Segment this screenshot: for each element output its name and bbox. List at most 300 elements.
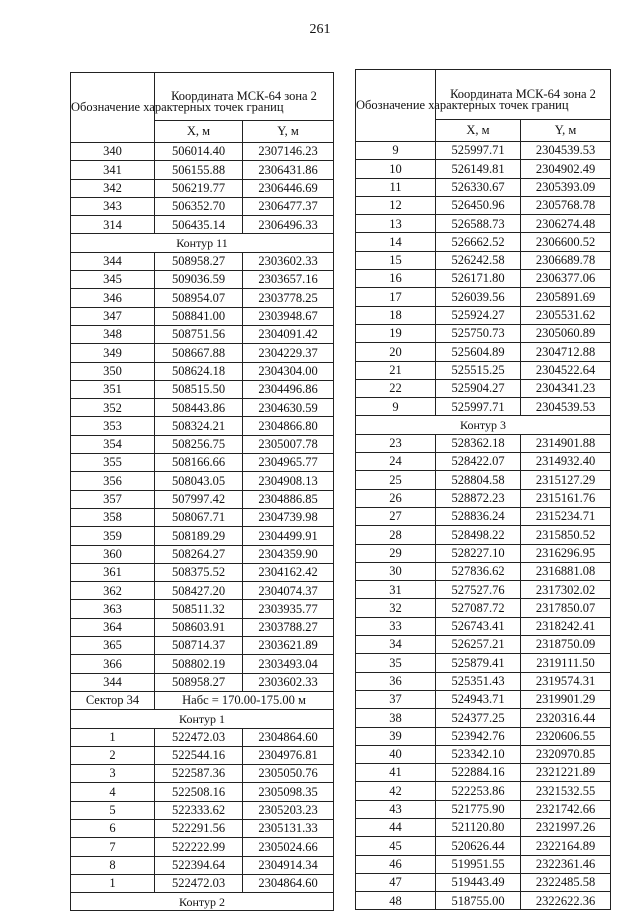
- point-id: 3: [71, 765, 155, 783]
- table-row: [356, 892, 611, 910]
- y-coordinate: 2303935.77: [243, 600, 334, 618]
- x-coordinate: 522253.86: [436, 782, 521, 800]
- table-row: [71, 545, 334, 563]
- point-id: 8: [71, 856, 155, 874]
- y-coordinate: 2305007.78: [243, 435, 334, 453]
- x-coordinate: 508958.27: [155, 252, 243, 270]
- x-coordinate: 519951.55: [436, 855, 521, 873]
- coordinates-table-right: [355, 69, 611, 910]
- x-coordinate: 521120.80: [436, 818, 521, 836]
- contour-header-row: [71, 234, 334, 252]
- point-id: 6: [71, 819, 155, 837]
- point-id: 4: [71, 783, 155, 801]
- x-coordinate: 509036.59: [155, 271, 243, 289]
- x-coordinate: 526149.81: [436, 160, 521, 178]
- table-row: [71, 728, 334, 746]
- y-coordinate: 2318242.41: [521, 617, 611, 635]
- x-coordinate: 520626.44: [436, 837, 521, 855]
- table-row: [71, 399, 334, 417]
- y-coordinate: 2315850.52: [521, 526, 611, 544]
- x-coordinate: 522291.56: [155, 819, 243, 837]
- point-id: 25: [356, 471, 436, 489]
- table-row: [356, 818, 611, 836]
- point-id: 22: [356, 379, 436, 397]
- table-row: [71, 783, 334, 801]
- table-row: [356, 215, 611, 233]
- table-row: [356, 434, 611, 452]
- table-row: [356, 270, 611, 288]
- y-coordinate: 2304539.53: [521, 398, 611, 416]
- x-coordinate: 508427.20: [155, 582, 243, 600]
- table-row: [71, 197, 334, 215]
- point-id: 23: [356, 434, 436, 452]
- y-coordinate: 2304359.90: [243, 545, 334, 563]
- y-coordinate: 2319574.31: [521, 672, 611, 690]
- x-coordinate: 522333.62: [155, 801, 243, 819]
- x-coordinate: 528227.10: [436, 544, 521, 562]
- table-row: [356, 654, 611, 672]
- point-id: 44: [356, 818, 436, 836]
- y-coordinate: 2319111.50: [521, 654, 611, 672]
- y-coordinate: 2320316.44: [521, 709, 611, 727]
- table-row: [71, 673, 334, 691]
- table-row: [356, 562, 611, 580]
- y-coordinate: 2316296.95: [521, 544, 611, 562]
- table-row: [356, 837, 611, 855]
- x-coordinate: 528804.58: [436, 471, 521, 489]
- y-coordinate: 2305531.62: [521, 306, 611, 324]
- point-column-header: Обозначение характерных точек границ: [356, 70, 436, 142]
- y-coordinate: 2306496.33: [243, 216, 334, 234]
- point-id: 29: [356, 544, 436, 562]
- x-coordinate: 508256.75: [155, 435, 243, 453]
- table-row: [356, 398, 611, 416]
- coord-system-header: Координата МСК-64 зона 2: [155, 73, 334, 121]
- y-coordinate: 2306431.86: [243, 161, 334, 179]
- table-row: [71, 600, 334, 618]
- x-coordinate: 506352.70: [155, 197, 243, 215]
- table-row: [356, 288, 611, 306]
- table-row: [356, 636, 611, 654]
- x-coordinate: 508189.29: [155, 527, 243, 545]
- point-id: 346: [71, 289, 155, 307]
- x-coordinate: 506014.40: [155, 143, 243, 161]
- contour-header-row: [71, 893, 334, 911]
- point-id: 42: [356, 782, 436, 800]
- point-id: 40: [356, 745, 436, 763]
- x-coordinate: 528498.22: [436, 526, 521, 544]
- x-coordinate: 525997.71: [436, 398, 521, 416]
- contour-label: Контур 11: [71, 234, 334, 252]
- point-id: 347: [71, 307, 155, 325]
- y-coordinate: 2320606.55: [521, 727, 611, 745]
- table-row: [356, 690, 611, 708]
- y-coordinate: 2304522.64: [521, 361, 611, 379]
- table-row: [71, 252, 334, 270]
- y-coordinate: 2304304.00: [243, 362, 334, 380]
- page-number: 261: [309, 22, 331, 37]
- x-coordinate: 522472.03: [155, 874, 243, 892]
- y-column-header: Y, м: [521, 120, 611, 142]
- table-row: [71, 582, 334, 600]
- point-id: 365: [71, 637, 155, 655]
- point-id: 314: [71, 216, 155, 234]
- y-coordinate: 2304864.60: [243, 874, 334, 892]
- y-coordinate: 2304229.37: [243, 344, 334, 362]
- x-coordinate: 523942.76: [436, 727, 521, 745]
- sector-label: Сектор 34: [71, 691, 155, 709]
- point-id: 341: [71, 161, 155, 179]
- table-row: [71, 801, 334, 819]
- table-row: [356, 617, 611, 635]
- table-row: [356, 727, 611, 745]
- x-coordinate: 508802.19: [155, 655, 243, 673]
- table-row: [71, 161, 334, 179]
- y-coordinate: 2306689.78: [521, 251, 611, 269]
- y-coordinate: 2317850.07: [521, 599, 611, 617]
- y-coordinate: 2304976.81: [243, 746, 334, 764]
- y-coordinate: 2303948.67: [243, 307, 334, 325]
- x-coordinate: 526039.56: [436, 288, 521, 306]
- point-id: 13: [356, 215, 436, 233]
- y-coordinate: 2303493.04: [243, 655, 334, 673]
- point-id: 15: [356, 251, 436, 269]
- table-row: [356, 306, 611, 324]
- table-row: [71, 362, 334, 380]
- point-id: 37: [356, 690, 436, 708]
- point-id: 362: [71, 582, 155, 600]
- y-coordinate: 2303778.25: [243, 289, 334, 307]
- x-coordinate: 508166.66: [155, 454, 243, 472]
- point-id: 7: [71, 838, 155, 856]
- x-coordinate: 508043.05: [155, 472, 243, 490]
- point-id: 356: [71, 472, 155, 490]
- x-coordinate: 521775.90: [436, 800, 521, 818]
- table-row: [71, 307, 334, 325]
- y-coordinate: 2304864.60: [243, 728, 334, 746]
- table-row: [356, 507, 611, 525]
- point-id: 342: [71, 179, 155, 197]
- point-id: 9: [356, 142, 436, 160]
- x-coordinate: 522394.64: [155, 856, 243, 874]
- table-row: [356, 471, 611, 489]
- y-coordinate: 2306477.37: [243, 197, 334, 215]
- x-coordinate: 525604.89: [436, 343, 521, 361]
- point-id: 27: [356, 507, 436, 525]
- y-coordinate: 2305060.89: [521, 324, 611, 342]
- y-coordinate: 2304499.91: [243, 527, 334, 545]
- coordinates-table-body: [71, 143, 334, 911]
- table-row: [356, 196, 611, 214]
- y-coordinate: 2315161.76: [521, 489, 611, 507]
- x-coordinate: 524377.25: [436, 709, 521, 727]
- y-coordinate: 2321221.89: [521, 764, 611, 782]
- coord-system-header: Координата МСК-64 зона 2: [436, 70, 611, 120]
- point-id: 36: [356, 672, 436, 690]
- table-row: [71, 856, 334, 874]
- x-coordinate: 527527.76: [436, 581, 521, 599]
- point-id: 39: [356, 727, 436, 745]
- y-coordinate: 2304712.88: [521, 343, 611, 361]
- y-coordinate: 2307146.23: [243, 143, 334, 161]
- x-coordinate: 508603.91: [155, 618, 243, 636]
- table-row: [71, 765, 334, 783]
- table-row: [356, 178, 611, 196]
- x-coordinate: 508067.71: [155, 508, 243, 526]
- x-coordinate: 526171.80: [436, 270, 521, 288]
- contour-header-row: [356, 416, 611, 434]
- y-coordinate: 2315234.71: [521, 507, 611, 525]
- x-coordinate: 508375.52: [155, 563, 243, 581]
- point-id: 45: [356, 837, 436, 855]
- y-coordinate: 2304866.80: [243, 417, 334, 435]
- table-row: [71, 819, 334, 837]
- x-coordinate: 525351.43: [436, 672, 521, 690]
- point-id: 30: [356, 562, 436, 580]
- table-row: [356, 361, 611, 379]
- y-coordinate: 2314932.40: [521, 453, 611, 471]
- y-coordinate: 2304496.86: [243, 380, 334, 398]
- x-coordinate: 508264.27: [155, 545, 243, 563]
- point-id: 340: [71, 143, 155, 161]
- x-coordinate: 506219.77: [155, 179, 243, 197]
- x-coordinate: 526257.21: [436, 636, 521, 654]
- x-coordinate: 508443.86: [155, 399, 243, 417]
- point-id: 35: [356, 654, 436, 672]
- y-coordinate: 2322485.58: [521, 873, 611, 891]
- table-row: [71, 490, 334, 508]
- y-coordinate: 2303788.27: [243, 618, 334, 636]
- x-coordinate: 526242.58: [436, 251, 521, 269]
- y-coordinate: 2306446.69: [243, 179, 334, 197]
- table-row: [71, 527, 334, 545]
- point-id: 9: [356, 398, 436, 416]
- table-row: [71, 472, 334, 490]
- point-id: 360: [71, 545, 155, 563]
- table-row: [71, 618, 334, 636]
- x-coordinate: 522508.16: [155, 783, 243, 801]
- point-id: 5: [71, 801, 155, 819]
- point-id: 358: [71, 508, 155, 526]
- table-row: [356, 855, 611, 873]
- point-id: 359: [71, 527, 155, 545]
- x-coordinate: 508624.18: [155, 362, 243, 380]
- point-id: 43: [356, 800, 436, 818]
- coordinates-table-body: [356, 142, 611, 910]
- y-coordinate: 2305024.66: [243, 838, 334, 856]
- y-coordinate: 2304074.37: [243, 582, 334, 600]
- point-id: 10: [356, 160, 436, 178]
- point-id: 2: [71, 746, 155, 764]
- table-row: [356, 343, 611, 361]
- y-coordinate: 2305131.33: [243, 819, 334, 837]
- x-coordinate: 508841.00: [155, 307, 243, 325]
- y-coordinate: 2322361.46: [521, 855, 611, 873]
- table-row: [356, 453, 611, 471]
- point-id: 14: [356, 233, 436, 251]
- table-row: [356, 142, 611, 160]
- table-row: [356, 324, 611, 342]
- x-coordinate: 522587.36: [155, 765, 243, 783]
- point-id: 16: [356, 270, 436, 288]
- y-coordinate: 2304914.34: [243, 856, 334, 874]
- point-id: 345: [71, 271, 155, 289]
- table-row: [356, 526, 611, 544]
- table-row: [71, 563, 334, 581]
- point-id: 343: [71, 197, 155, 215]
- point-id: 364: [71, 618, 155, 636]
- x-coordinate: 528362.18: [436, 434, 521, 452]
- point-id: 34: [356, 636, 436, 654]
- point-id: 26: [356, 489, 436, 507]
- y-coordinate: 2306274.48: [521, 215, 611, 233]
- y-coordinate: 2303602.33: [243, 252, 334, 270]
- table-row: [71, 325, 334, 343]
- point-id: 31: [356, 581, 436, 599]
- y-coordinate: 2303657.16: [243, 271, 334, 289]
- table-row: [71, 417, 334, 435]
- point-id: 355: [71, 454, 155, 472]
- point-id: 363: [71, 600, 155, 618]
- table-row: [356, 709, 611, 727]
- point-id: 1: [71, 728, 155, 746]
- y-coordinate: 2304908.13: [243, 472, 334, 490]
- table-row: [71, 746, 334, 764]
- table-row: [356, 764, 611, 782]
- point-id: 28: [356, 526, 436, 544]
- y-coordinate: 2321742.66: [521, 800, 611, 818]
- table-row: [356, 160, 611, 178]
- point-id: 357: [71, 490, 155, 508]
- table-row: [356, 544, 611, 562]
- point-id: 46: [356, 855, 436, 873]
- y-coordinate: 2305393.09: [521, 178, 611, 196]
- y-coordinate: 2321532.55: [521, 782, 611, 800]
- point-id: 348: [71, 325, 155, 343]
- x-coordinate: 526330.67: [436, 178, 521, 196]
- table-row: [356, 379, 611, 397]
- table-row: [71, 380, 334, 398]
- table-row: [71, 344, 334, 362]
- table-row: [71, 289, 334, 307]
- point-id: 351: [71, 380, 155, 398]
- x-coordinate: 522222.99: [155, 838, 243, 856]
- y-coordinate: 2306600.52: [521, 233, 611, 251]
- y-coordinate: 2314901.88: [521, 434, 611, 452]
- x-coordinate: 519443.49: [436, 873, 521, 891]
- point-id: 12: [356, 196, 436, 214]
- point-id: 21: [356, 361, 436, 379]
- y-coordinate: 2305891.69: [521, 288, 611, 306]
- x-coordinate: 508958.27: [155, 673, 243, 691]
- contour-label: Контур 1: [71, 710, 334, 728]
- y-coordinate: 2322622.36: [521, 892, 611, 910]
- x-coordinate: 527087.72: [436, 599, 521, 617]
- x-column-header: X, м: [436, 120, 521, 142]
- point-id: 19: [356, 324, 436, 342]
- x-coordinate: 522544.16: [155, 746, 243, 764]
- x-coordinate: 508511.32: [155, 600, 243, 618]
- x-coordinate: 525997.71: [436, 142, 521, 160]
- x-coordinate: 525750.73: [436, 324, 521, 342]
- y-coordinate: 2322164.89: [521, 837, 611, 855]
- x-coordinate: 527836.62: [436, 562, 521, 580]
- x-coordinate: 523342.10: [436, 745, 521, 763]
- x-coordinate: 524943.71: [436, 690, 521, 708]
- point-id: 11: [356, 178, 436, 196]
- table-row: [71, 435, 334, 453]
- y-coordinate: 2317302.02: [521, 581, 611, 599]
- table-row: [356, 873, 611, 891]
- y-coordinate: 2305203.23: [243, 801, 334, 819]
- table-row: [71, 655, 334, 673]
- y-coordinate: 2304902.49: [521, 160, 611, 178]
- x-coordinate: 508667.88: [155, 344, 243, 362]
- table-row: [71, 454, 334, 472]
- x-coordinate: 525904.27: [436, 379, 521, 397]
- table-row: [71, 874, 334, 892]
- table-row: [71, 143, 334, 161]
- y-coordinate: 2305098.35: [243, 783, 334, 801]
- table-row: [356, 599, 611, 617]
- table-row: [356, 800, 611, 818]
- y-coordinate: 2303602.33: [243, 673, 334, 691]
- point-column-header: Обозначение характерных точек границ: [71, 73, 155, 143]
- x-coordinate: 528836.24: [436, 507, 521, 525]
- y-coordinate: 2305768.78: [521, 196, 611, 214]
- y-coordinate: 2303621.89: [243, 637, 334, 655]
- point-id: 361: [71, 563, 155, 581]
- table-row: [356, 672, 611, 690]
- x-coordinate: 526662.52: [436, 233, 521, 251]
- sector-row: [71, 691, 334, 709]
- y-coordinate: 2321997.26: [521, 818, 611, 836]
- contour-header-row: [71, 710, 334, 728]
- x-coordinate: 522472.03: [155, 728, 243, 746]
- point-id: 32: [356, 599, 436, 617]
- table-row: [71, 838, 334, 856]
- point-id: 344: [71, 252, 155, 270]
- x-coordinate: 525515.25: [436, 361, 521, 379]
- x-coordinate: 508751.56: [155, 325, 243, 343]
- point-id: 18: [356, 306, 436, 324]
- y-column-header: Y, м: [243, 121, 334, 143]
- table-row: [71, 271, 334, 289]
- point-id: 354: [71, 435, 155, 453]
- point-id: 48: [356, 892, 436, 910]
- table-row: [356, 745, 611, 763]
- x-coordinate: 526588.73: [436, 215, 521, 233]
- y-coordinate: 2304162.42: [243, 563, 334, 581]
- point-id: 33: [356, 617, 436, 635]
- x-coordinate: 525879.41: [436, 654, 521, 672]
- x-coordinate: 526450.96: [436, 196, 521, 214]
- x-coordinate: 522884.16: [436, 764, 521, 782]
- point-id: 20: [356, 343, 436, 361]
- table-row: [356, 489, 611, 507]
- point-id: 47: [356, 873, 436, 891]
- x-coordinate: 525924.27: [436, 306, 521, 324]
- x-column-header: X, м: [155, 121, 243, 143]
- table-row: [71, 179, 334, 197]
- y-coordinate: 2304539.53: [521, 142, 611, 160]
- table-row: [356, 782, 611, 800]
- x-coordinate: 526743.41: [436, 617, 521, 635]
- point-id: 24: [356, 453, 436, 471]
- coordinates-table-left: [70, 72, 334, 911]
- point-id: 352: [71, 399, 155, 417]
- table-row: [71, 216, 334, 234]
